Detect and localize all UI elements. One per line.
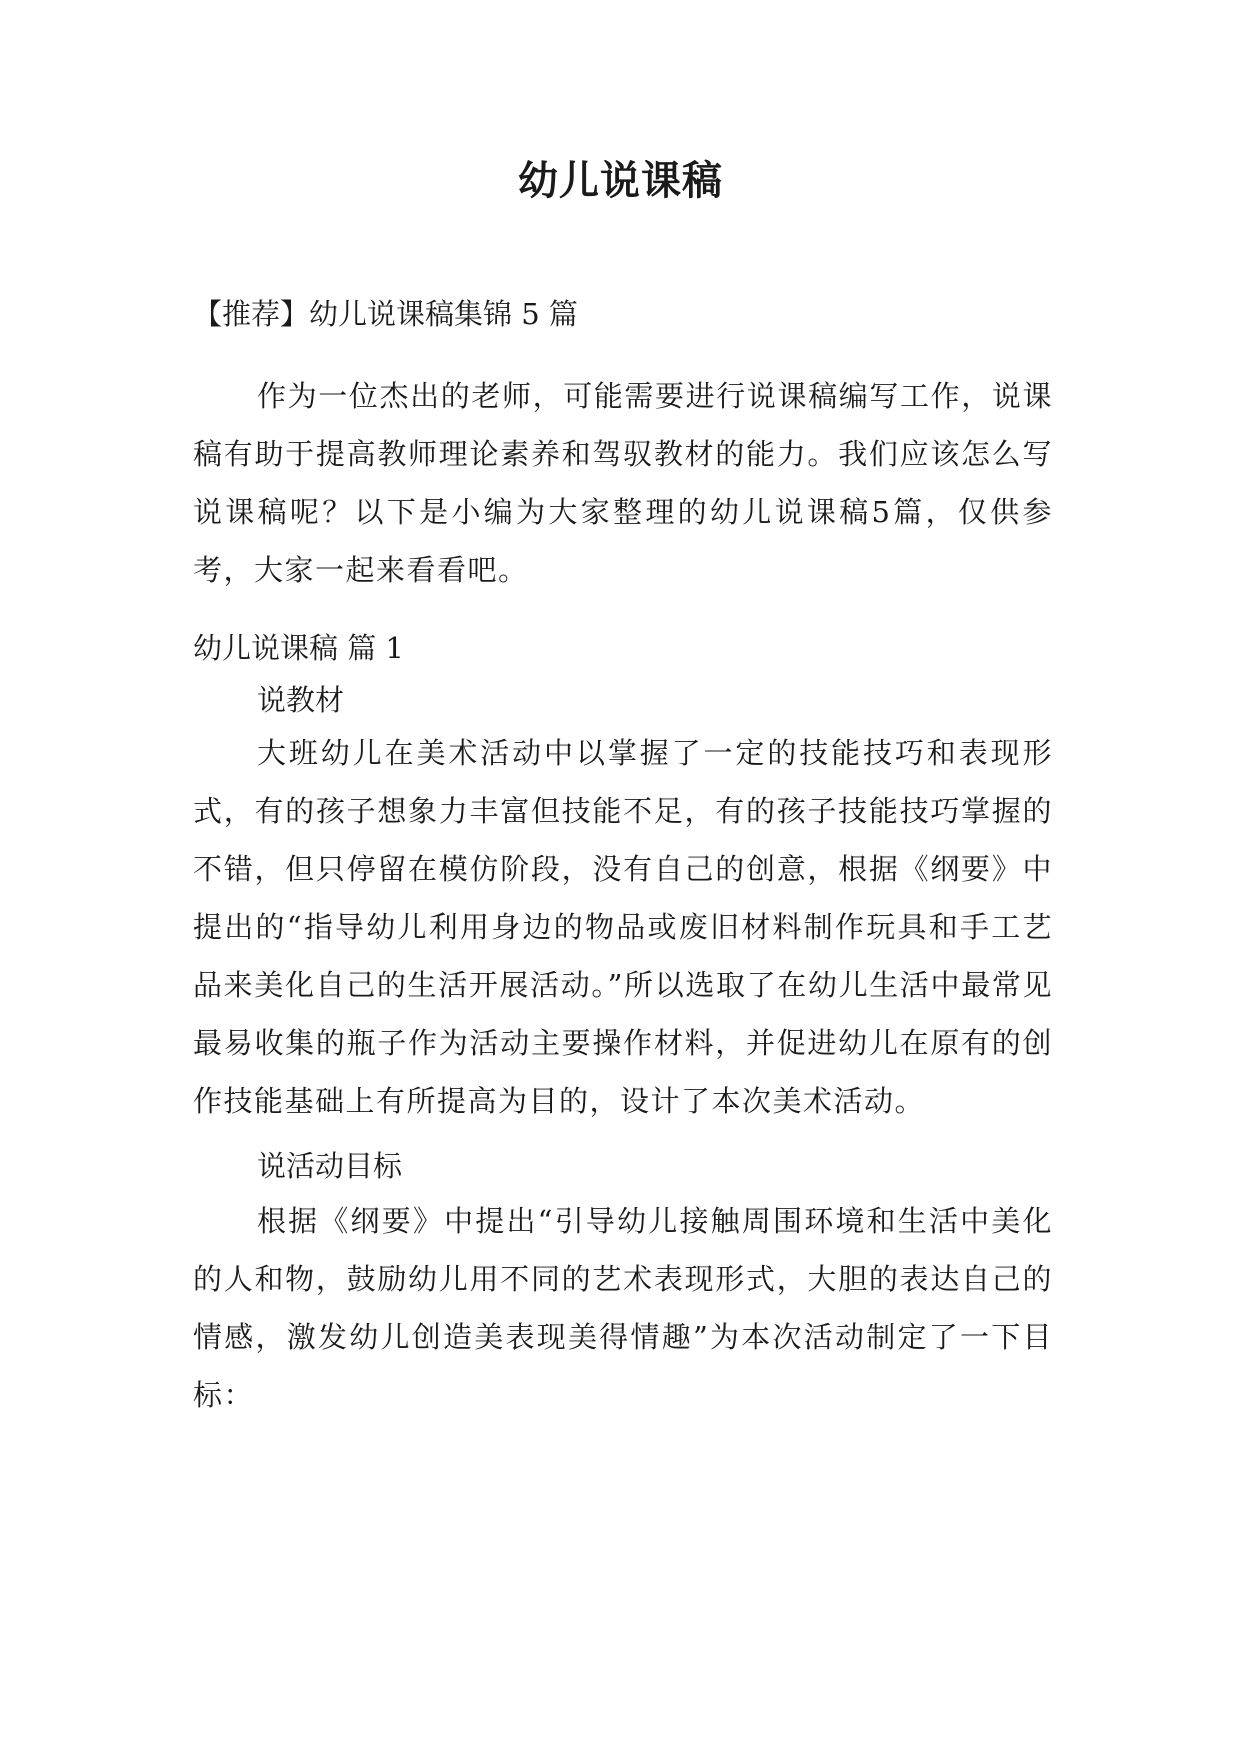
part-heading-textbook: 说教材 (257, 683, 345, 717)
document-subtitle: 【推荐】幼儿说课稿集锦 5 篇 (193, 297, 578, 331)
intro-paragraph: 作为一位杰出的老师，可能需要进行说课稿编写工作，说课稿有助于提高教师理论素养和驾驭教材的能力。我们应该怎么写说课稿呢？以下是小编为大家整理的幼儿说课稿5篇，仅供参考，大家一起来看看吧。 (193, 379, 1053, 587)
part-heading-goals: 说活动目标 (257, 1149, 403, 1183)
section-heading: 幼儿说课稿 篇 1 (193, 631, 404, 665)
document-title: 幼儿说课稿 (518, 157, 723, 204)
goals-paragraph: 根据《纲要》中提出“引导幼儿接触周围环境和生活中美化的人和物，鼓励幼儿用不同的艺术表现形式，大胆的表达自己的情感，激发幼儿创造美表现美得情趣”为本次活动制定了一下目标： (193, 1204, 1053, 1412)
textbook-paragraph: 大班幼儿在美术活动中以掌握了一定的技能技巧和表现形式，有的孩子想象力丰富但技能不足，有的孩子技能技巧掌握的不错，但只停留在模仿阶段，没有自己的创意，根据《纲要》中提出的“指导幼儿利用身边的物品或废旧材料制作玩具和手工艺品来美化自己的生活开展活动。”所以选取了在幼儿生活中最常见最易收集的瓶子作为活动主要操作材料，并促进幼儿在原有的创作技能基础上有所提高为目的，设计了本次美术活动。 (193, 736, 1053, 1118)
